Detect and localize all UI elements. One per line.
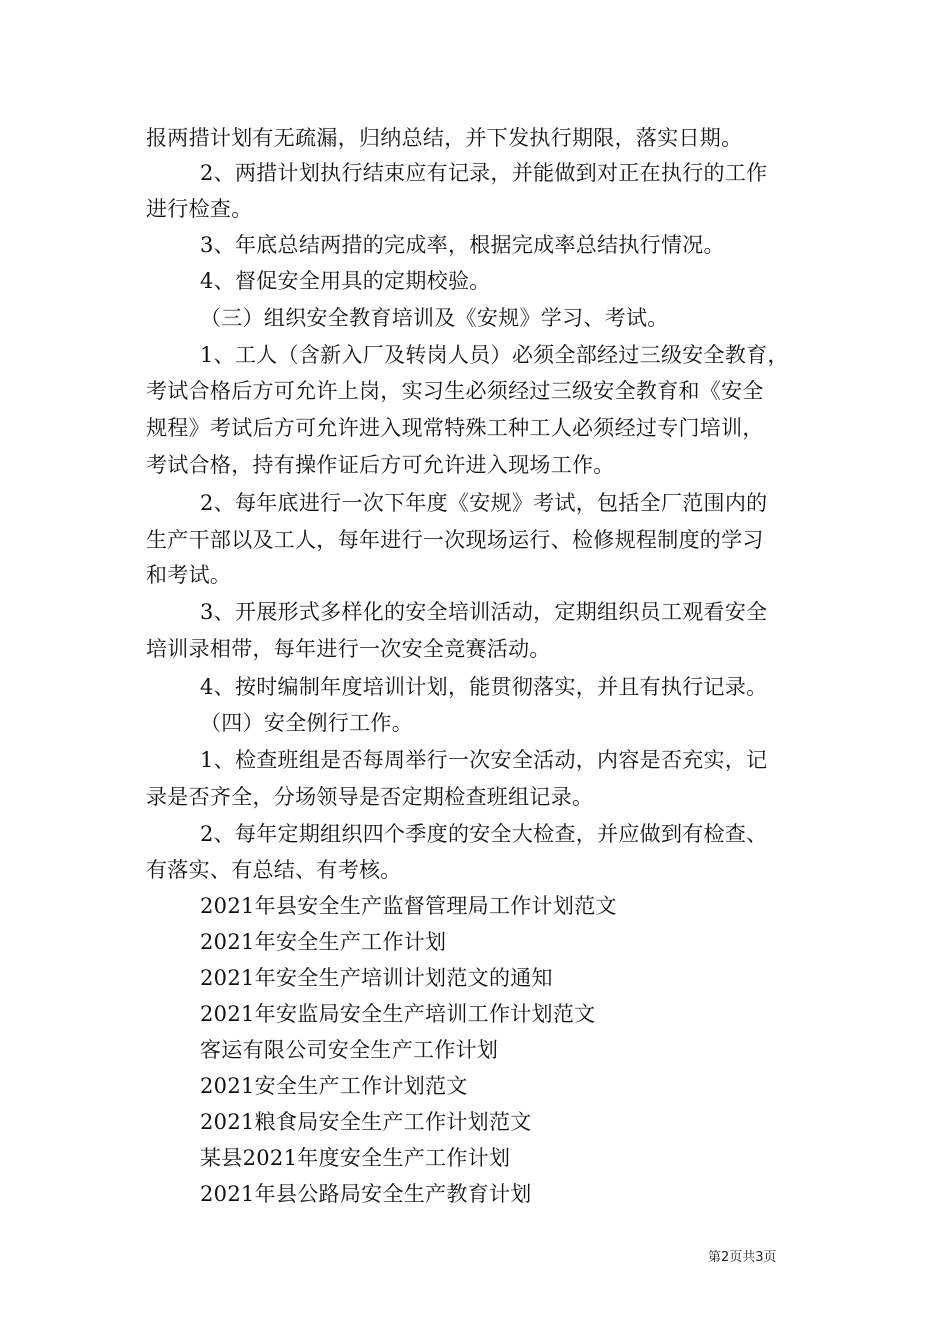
body-text-line: 3、开展形式多样化的安全培训活动，定期组织员工观看安全	[200, 600, 768, 624]
body-text-line: 和考试。	[146, 563, 232, 587]
body-text-line: 生产干部以及工人，每年进行一次现场运行、检修规程制度的学习	[146, 528, 764, 552]
body-text-line: 1、工人（含新入厂及转岗人员）必须全部经过三级安全教育，	[200, 343, 789, 367]
body-text-line: （四）安全例行工作。	[200, 711, 413, 735]
related-article-link[interactable]: 某县2021年度安全生产工作计划	[200, 1146, 511, 1170]
related-article-link[interactable]: 2021年县公路局安全生产教育计划	[200, 1182, 532, 1206]
body-text-line: 4、按时编制年度培训计划，能贯彻落实，并且有执行记录。	[200, 675, 768, 699]
related-article-link[interactable]: 2021年县安全生产监督管理局工作计划范文	[200, 894, 617, 918]
body-text-line: 培训录相带，每年进行一次安全竞赛活动。	[146, 637, 551, 661]
body-text-line: 2、两措计划执行结束应有记录，并能做到对正在执行的工作	[200, 161, 768, 185]
body-text-line: 录是否齐全，分场领导是否定期检查班组记录。	[146, 785, 594, 809]
page-number: 第2页共3页	[708, 1250, 777, 1265]
body-text-line: 4、督促安全用具的定期校验。	[200, 269, 491, 293]
related-article-link[interactable]: 2021粮食局安全生产工作计划范文	[200, 1110, 532, 1134]
body-text-line: 1、检查班组是否每周举行一次安全活动，内容是否充实，记	[200, 748, 768, 772]
related-article-link[interactable]: 2021年安监局安全生产培训工作计划范文	[200, 1002, 596, 1026]
related-article-link[interactable]: 2021年安全生产培训计划范文的通知	[200, 966, 553, 990]
body-text-line: 2、每年定期组织四个季度的安全大检查，并应做到有检查、	[200, 822, 768, 846]
body-text-line: 进行检查。	[146, 197, 253, 221]
body-text-line: 报两措计划有无疏漏，归纳总结，并下发执行期限，落实日期。	[146, 126, 743, 150]
body-text-line: 考试合格后方可允许上岗，实习生必须经过三级安全教育和《安全	[146, 379, 764, 403]
body-text-line: 2、每年底进行一次下年度《安规》考试，包括全厂范围内的	[200, 491, 768, 515]
related-article-link[interactable]: 2021安全生产工作计划范文	[200, 1074, 468, 1098]
related-article-link[interactable]: 2021年安全生产工作计划	[200, 930, 447, 954]
body-text-line: 规程》考试后方可允许进入现常特殊工种工人必须经过专门培训，	[146, 416, 764, 440]
body-text-line: 3、年底总结两措的完成率，根据完成率总结执行情况。	[200, 233, 725, 257]
body-text-line: 有落实、有总结、有考核。	[146, 858, 402, 882]
body-text-line: 考试合格，持有操作证后方可允许进入现场工作。	[146, 453, 615, 477]
related-article-link[interactable]: 客运有限公司安全生产工作计划	[200, 1038, 499, 1062]
body-text-line: （三）组织安全教育培训及《安规》学习、考试。	[200, 306, 669, 330]
